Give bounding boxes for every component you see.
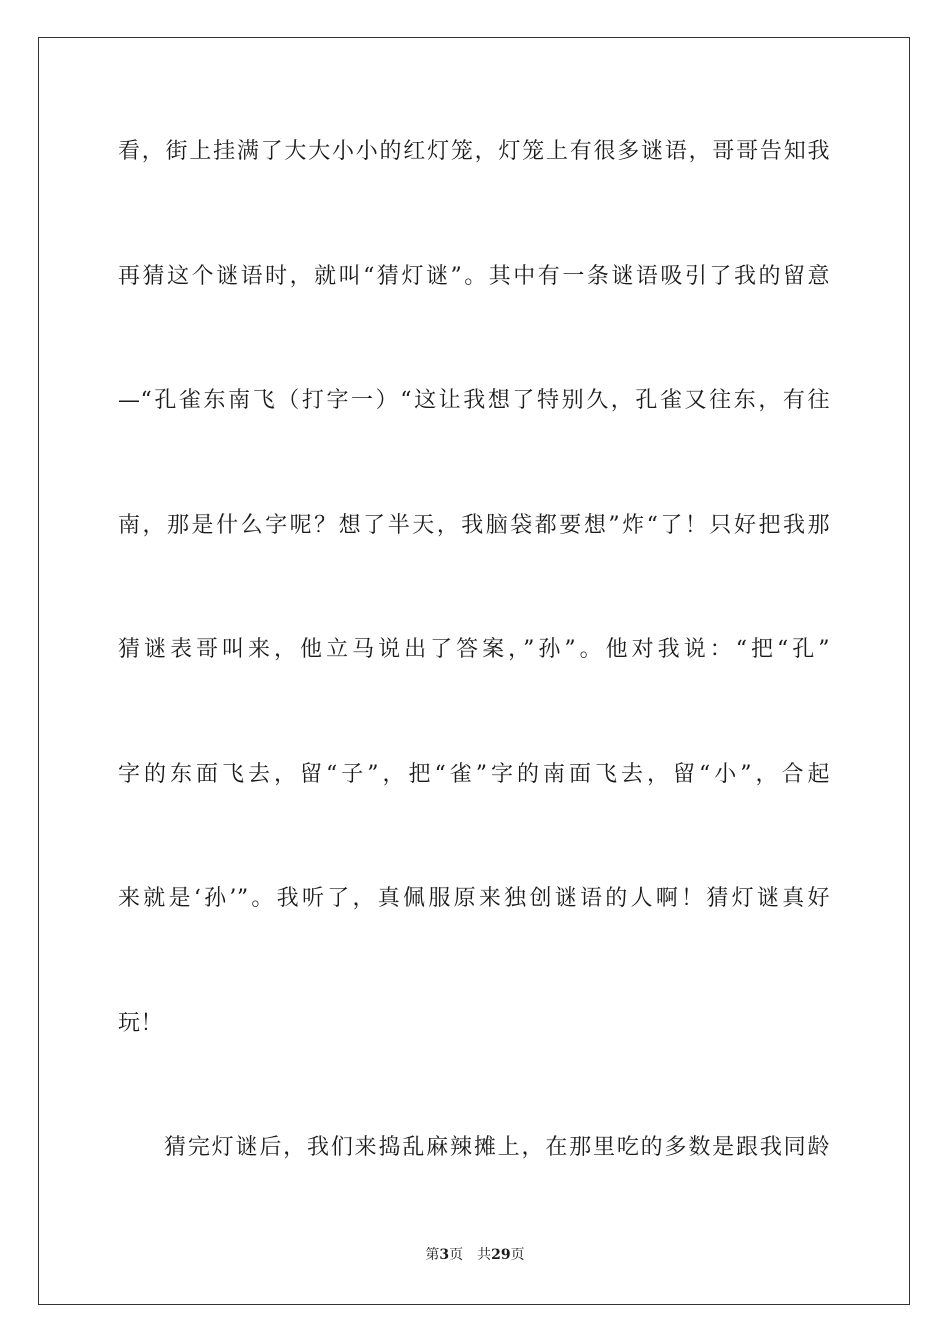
paragraph-line-1: 看，街上挂满了大大小小的红灯笼，灯笼上有很多谜语，哥哥告知我 xyxy=(118,139,830,164)
page-footer xyxy=(0,1246,950,1264)
total-suffix: 页 xyxy=(510,1247,525,1263)
page-border xyxy=(38,37,910,1305)
paragraph-line-9: 猜完灯谜后，我们来捣乱麻辣摊上，在那里吃的多数是跟我同龄 xyxy=(164,1135,830,1160)
paragraph-line-4: 南，那是什么字呢？想了半天，我脑袋都要想”炸“了！只好把我那 xyxy=(118,513,830,538)
total-pages: 29 xyxy=(491,1247,511,1263)
page-number: 3 xyxy=(439,1247,450,1263)
total-prefix: 共 xyxy=(477,1247,492,1263)
paragraph-line-3: —“孔雀东南飞（打字一）“这让我想了特别久，孔雀又往东，有往 xyxy=(118,388,830,413)
paragraph-line-7: 来就是‘孙’”。我听了，真佩服原来独创谜语的人啊！猜灯谜真好 xyxy=(118,886,830,911)
paragraph-line-2: 再猜这个谜语时，就叫“猜灯谜”。其中有一条谜语吸引了我的留意 xyxy=(118,264,830,289)
paragraph-line-6: 字的东面飞去，留“子”，把“雀”字的南面飞去，留“小”，合起 xyxy=(118,762,830,787)
paragraph-line-8: 玩！ xyxy=(118,1011,164,1036)
page-prefix: 第 xyxy=(425,1247,440,1263)
paragraph-line-5: 猜谜表哥叫来，他立马说出了答案，”孙”。他对我说：“把“孔” xyxy=(118,637,830,662)
page-suffix: 页 xyxy=(449,1247,464,1263)
